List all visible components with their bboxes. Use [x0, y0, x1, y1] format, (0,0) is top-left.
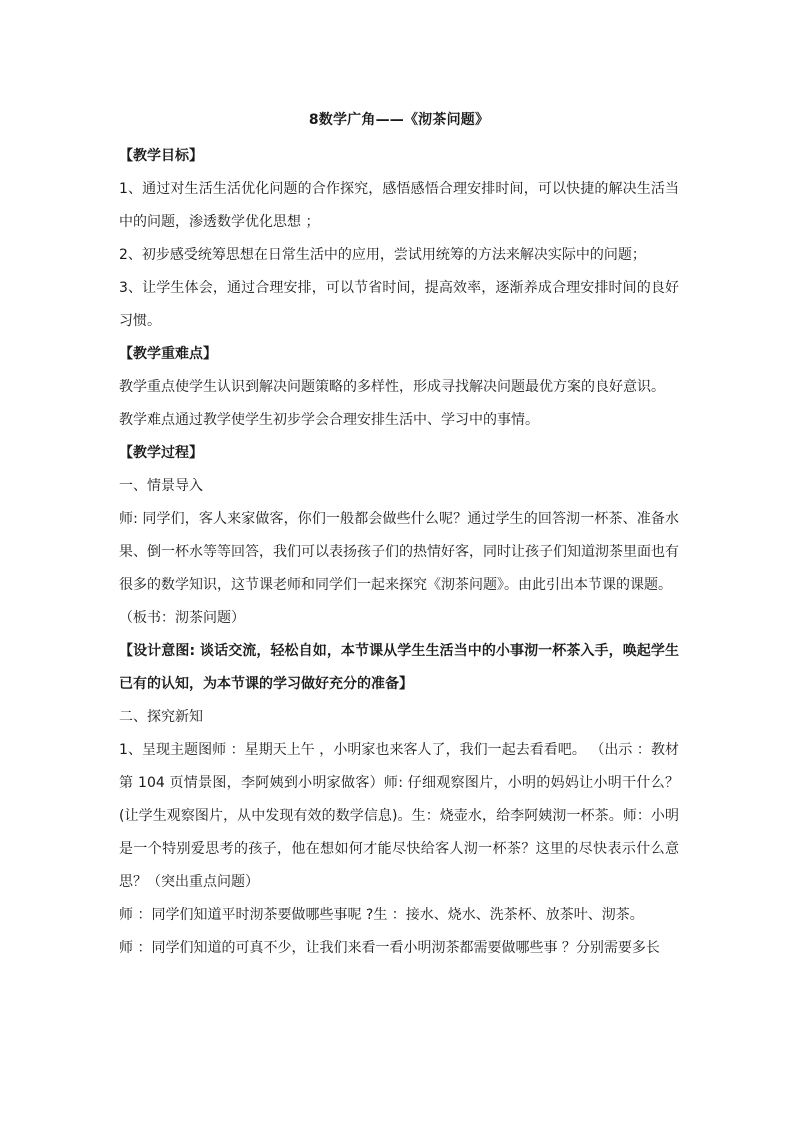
qa-paragraph-2: 师 ：同学们知道的可真不少，让我们来看一看小明沏茶都需要做哪些事 ？分别需要多长 [119, 940, 660, 956]
intro-paragraph: 师: 同学们，客人来家做客，你们一般都会做些什么呢？通过学生的回答沏一杯茶、准备水果、倒一杯水等等回答，我们可以表扬孩子们的热情好客，同时让孩子们知道沏茶里面也有很多的数学知识，这节课老师和同学们一起来探究《沏茶问题》。由此引出本节课的课题。 [119, 511, 679, 593]
document-body [119, 108, 679, 965]
document-title: 8数学广角——《沏茶问题》 [308, 112, 490, 128]
goal-item-3: 3、让学生体会，通过合理安排，可以节省时间，提高效率，逐渐养成合理安排时间的良好习惯。 [119, 280, 679, 329]
qa-paragraph-1: 师 ：同学们知道平时沏茶要做哪些事呢 ?生 ：接水、烧水、洗茶杯、放茶叶、沏茶。 [119, 907, 644, 923]
key-difficult-heading: 【教学重难点】 [119, 346, 217, 362]
board-note: （板书：沏茶问题） [119, 610, 245, 626]
teaching-goals-heading: 【教学目标】 [119, 148, 203, 164]
section-heading-intro: 一、情景导入 [119, 478, 203, 494]
goal-item-2: 2、初步感受统筹思想在日常生活中的应用，尝试用统筹的方法来解决实际中的问题； [119, 247, 646, 263]
section-heading-explore: 二、探究新知 [119, 709, 203, 725]
difficult-point-text: 教学难点通过教学使学生初步学会合理安排生活中、学习中的事情。 [119, 412, 539, 428]
explore-paragraph: 1、呈现主题图师 ：星期天上午 ，小明家也来客人了，我们一起去看看吧。 （出示 ：教材第 104 页情景图，李阿姨到小明家做客）师: 仔细观察图片，小明的妈妈让小明干什么？(让学生观察图片，从中发现有效的数学信息)。生：烧壶水，给李阿姨沏一杯茶。师：小明是一个特别爱思考的孩子，他在想如何才能尽快给客人沏一杯茶？这里的尽快表示什么意思？（突出重点问题） [119, 742, 679, 890]
teaching-process-heading: 【教学过程】 [119, 445, 203, 461]
goal-item-1: 1、通过对生活生活优化问题的合作探究，感悟感悟合理安排时间，可以快捷的解决生活当中的问题，渗透数学优化思想 ； [119, 181, 679, 230]
design-intent-note: 【设计意图: 谈话交流，轻松自如，本节课从学生生活当中的小事沏一杯茶入手，唤起学生已有的认知，为本节课的学习做好充分的准备】 [119, 643, 679, 692]
key-point-text: 教学重点使学生认识到解决问题策略的多样性，形成寻找解决问题最优方案的良好意识。 [119, 379, 665, 395]
